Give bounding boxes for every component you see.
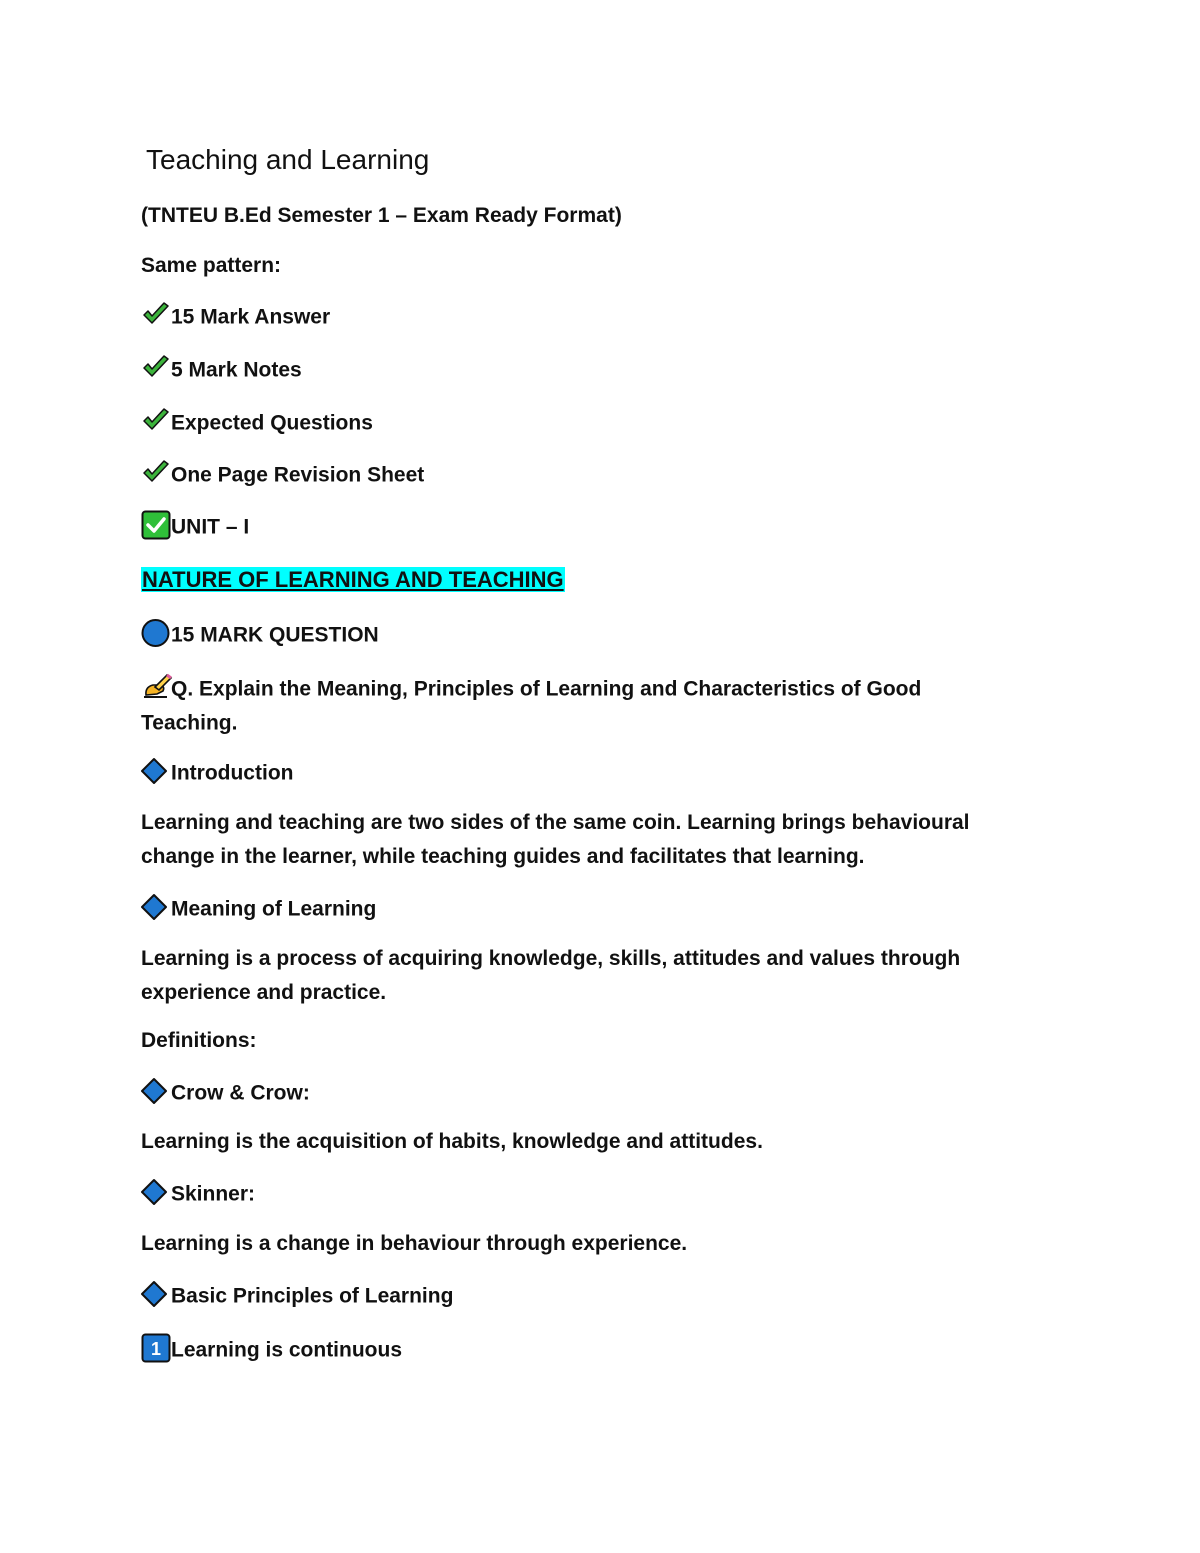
checklist-item — [141, 406, 373, 440]
pattern-label: Same pattern: — [141, 254, 282, 277]
question-type — [141, 618, 379, 652]
keycap-number: 1 — [150, 1339, 162, 1360]
principle-item-text: Learning is continuous — [171, 1338, 403, 1362]
section-heading — [141, 892, 376, 926]
definition-text: Learning is a change in behaviour through experience. — [141, 1232, 688, 1255]
check-mark-icon — [141, 355, 171, 381]
check-box-icon — [141, 510, 171, 540]
checklist-item — [141, 300, 330, 334]
keycap-number-icon — [141, 1333, 171, 1363]
blue-diamond-icon — [141, 893, 171, 921]
writing-hand-icon — [141, 673, 171, 701]
question-text: Q. Explain the Meaning, Principles of Learning and Characteristics of Good Teaching. — [141, 677, 922, 735]
checklist-item-label: 15 Mark Answer — [171, 305, 331, 329]
meaning-text-line: Learning is a process of acquiring knowledge, skills, attitudes and values through — [141, 947, 961, 970]
unit-title — [141, 563, 565, 597]
question-type-label: 15 MARK QUESTION — [171, 623, 379, 647]
principles-heading: Basic Principles of Learning — [171, 1284, 454, 1308]
blue-diamond-icon — [141, 1077, 171, 1105]
definition-text: Learning is the acquisition of habits, knowledge and attitudes. — [141, 1130, 763, 1153]
checklist-item — [141, 458, 424, 492]
checklist-item-label: Expected Questions — [171, 411, 373, 435]
definitions-label: Definitions: — [141, 1029, 257, 1052]
section-heading — [141, 756, 293, 790]
unit-label: UNIT – I — [171, 515, 250, 539]
meaning-text-line: experience and practice. — [141, 981, 387, 1004]
introduction-heading: Introduction — [171, 761, 294, 785]
introduction-text-line: Learning and teaching are two sides of the same coin. Learning brings behavioural — [141, 811, 970, 834]
definition-author-name: Crow & Crow: — [171, 1081, 310, 1105]
blue-circle-icon — [141, 618, 171, 648]
unit-heading — [141, 510, 249, 544]
check-mark-icon — [141, 302, 171, 328]
checklist-item-label: 5 Mark Notes — [171, 358, 302, 382]
meaning-heading: Meaning of Learning — [171, 897, 377, 921]
document-title: Teaching and Learning — [146, 144, 430, 175]
check-mark-icon — [141, 460, 171, 486]
checklist-item-label: One Page Revision Sheet — [171, 463, 425, 487]
definition-author — [141, 1076, 310, 1110]
definition-author — [141, 1177, 255, 1211]
checklist-item — [141, 353, 302, 387]
section-heading — [141, 1279, 453, 1313]
blue-diamond-icon — [141, 1178, 171, 1206]
introduction-text-line: change in the learner, while teaching guides and facilitates that learning. — [141, 845, 865, 868]
definition-author-name: Skinner: — [171, 1182, 256, 1206]
document-subtitle: (TNTEU B.Ed Semester 1 – Exam Ready Format) — [141, 204, 622, 227]
blue-diamond-icon — [141, 1280, 171, 1308]
unit-title-text: NATURE OF LEARNING AND TEACHING — [142, 567, 564, 592]
check-mark-icon — [141, 408, 171, 434]
principle-item — [141, 1333, 402, 1367]
blue-diamond-icon — [141, 757, 171, 785]
question — [141, 672, 1021, 741]
